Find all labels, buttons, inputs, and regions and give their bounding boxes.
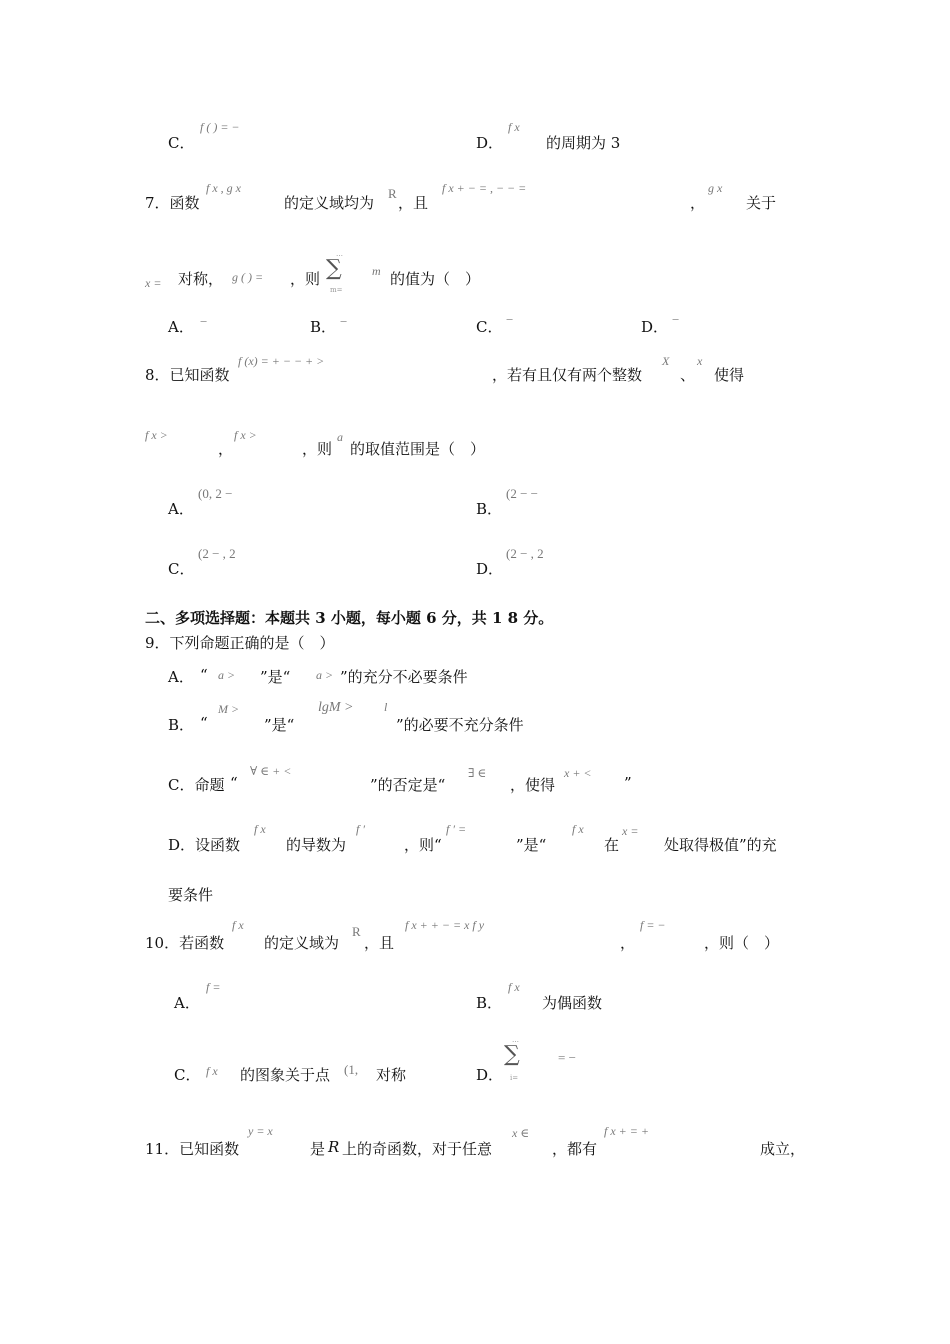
q8-option-d-label: D． (476, 560, 504, 578)
q8-math-6: a (337, 430, 343, 444)
section-2-heading: 二、多项选择题：本题共 3 小题，每小题 6 分，共 1 8 分。 (145, 609, 554, 627)
q11-math-2: x ∈ (512, 1126, 530, 1140)
q10-number: 10．若函数 (145, 934, 225, 952)
q7-option-b-value: − (340, 314, 348, 329)
q10-text-1: 的定义域为 (264, 934, 340, 952)
q10-option-c-text-2: 对称 (376, 1066, 407, 1084)
q7-math-4: x = (145, 276, 162, 290)
q9-d-math-1: f x (254, 822, 266, 836)
q9-c-math-2: ∃ ∈ (468, 766, 487, 780)
q11-math-3: f x + = + (604, 1124, 649, 1138)
q9-d-math-4: f x (572, 822, 584, 836)
q9-b-math-1: M > (218, 702, 240, 716)
q9-d-text-3: ”是“ (516, 836, 547, 854)
q10-sum-upper: … (512, 1036, 519, 1044)
option-c-label: C． (168, 134, 195, 152)
q7-option-b-label: B． (310, 318, 337, 336)
q7-math-5: g ( ) = (232, 270, 264, 284)
q7-option-a-label: A． (168, 318, 194, 336)
q9-c-math-3: x + < (564, 766, 592, 780)
q7-summation-symbol: ∑ (326, 256, 342, 281)
q9-c-text-1: ”的否定是“ (370, 776, 446, 794)
q10-math-2: f x + + − = x f y (405, 918, 485, 932)
q9-d-math-2: f ′ (356, 822, 365, 836)
q9-stem: 9．下列命题正确的是（ ） (145, 634, 335, 652)
q8-option-d-value: (2 − , 2 (506, 546, 544, 561)
q9-a-quote: “ (200, 666, 208, 684)
q11-text-4: 成立， (760, 1140, 806, 1158)
q7-real-set: R (388, 186, 397, 201)
q9-c-text-3: ” (624, 774, 632, 792)
q9-d-text-2: ，则“ (404, 836, 442, 854)
q7-text-5: 对称， (178, 270, 224, 288)
q9-d-text-4: 在 (604, 836, 620, 854)
q7-option-c-value: − (506, 312, 514, 327)
q8-text-5: ，则 (302, 440, 333, 458)
q8-option-a-value: (0, 2 − (198, 486, 233, 501)
q8-option-b-value: (2 − − (506, 486, 538, 501)
q9-b-text-1: ”是“ (264, 716, 295, 734)
q7-number: 7．函数 (145, 194, 200, 212)
q7-sum-lower: m= (330, 286, 343, 294)
q7-text-2: ，且 (398, 194, 429, 212)
q9-b-math-2b: l (384, 700, 388, 714)
q7-math-6: m (372, 264, 381, 278)
q9-d-math-3: f ′ = (446, 822, 467, 836)
q10-math-3: f = − (640, 918, 666, 932)
q8-math-1: f (x) = + − − + > (238, 354, 325, 368)
q10-option-d-label: D． (476, 1066, 504, 1084)
q10-option-b-math: f x (508, 980, 520, 994)
q9-a-math-1: a > (218, 668, 236, 682)
q10-option-d-math: = − (558, 1050, 576, 1065)
q10-option-c-label: C． (174, 1066, 201, 1084)
q10-text-2: ，且 (364, 934, 395, 952)
q10-text-3: ， (620, 934, 636, 952)
q8-text-6: 的取值范围是（ ） (350, 440, 486, 458)
q9-option-b-label: B． (168, 716, 195, 734)
q10-option-a-label: A． (174, 994, 200, 1012)
option-d-text: 的周期为 3 (546, 134, 621, 152)
q9-d-text-5: 处取得极值”的充 (664, 836, 777, 854)
q9-c-text-2: ，使得 (510, 776, 556, 794)
q9-b-quote: “ (200, 714, 208, 732)
q10-option-a-math: f = (206, 980, 221, 994)
q7-option-c-label: C． (476, 318, 503, 336)
q8-math-5: f x > (234, 428, 257, 442)
q7-option-d-value: − (672, 312, 680, 327)
q8-option-c-label: C． (168, 560, 195, 578)
q10-text-4: ，则（ ） (704, 934, 780, 952)
q7-option-a-value: − (200, 314, 208, 329)
q8-text-2: 、 (680, 366, 696, 384)
q7-math-3: g x (708, 181, 723, 195)
q11-text-3: ，都有 (552, 1140, 598, 1158)
option-d-label: D． (476, 134, 504, 152)
q10-sum-lower: i= (510, 1074, 519, 1082)
q11-real-set: R (328, 1138, 340, 1156)
q9-c-quote: “ (230, 774, 238, 792)
q9-c-math-1: ∀ ∈ + < (250, 764, 292, 778)
q10-option-b-label: B． (476, 994, 503, 1012)
q7-text-3: ， (690, 194, 706, 212)
q7-sum-upper: … (336, 250, 343, 258)
q8-option-c-value: (2 − , 2 (198, 546, 236, 561)
q11-number: 11．已知函数 (145, 1140, 240, 1158)
q7-text-4: 关于 (746, 194, 777, 212)
q9-d-text-1: 的导数为 (286, 836, 347, 854)
q8-option-a-label: A． (168, 500, 194, 518)
q7-text-7: 的值为（ ） (390, 270, 481, 288)
q10-math-1: f x (232, 918, 244, 932)
q9-a-text-2: ”的充分不必要条件 (340, 668, 468, 686)
q8-math-4: f x > (145, 428, 168, 442)
q7-option-d-label: D． (641, 318, 669, 336)
option-c-math: f ( ) = − (200, 120, 240, 134)
q9-option-a-label: A． (168, 668, 194, 686)
q7-math-2: f x + − = , − − = (442, 181, 527, 195)
q9-option-c-label: C．命题 (168, 776, 225, 794)
q7-math-1: f x , g x (206, 181, 241, 195)
q10-option-b-text: 为偶函数 (542, 994, 603, 1012)
q9-b-text-2: ”的必要不充分条件 (396, 716, 524, 734)
q8-text-4: ， (218, 440, 234, 458)
q10-option-c-point: (1, (344, 1062, 359, 1077)
q9-a-text-1: ”是“ (260, 668, 291, 686)
q8-text-3: 使得 (714, 366, 745, 384)
q7-text-6: ，则 (290, 270, 321, 288)
q9-d-math-5: x = (622, 824, 639, 838)
q11-text-1: 是 (310, 1140, 326, 1158)
q9-b-math-2: lgM > (318, 700, 354, 715)
q9-option-d-label: D．设函数 (168, 836, 241, 854)
q8-math-3: x (697, 354, 703, 368)
q10-option-c-math: f x (206, 1064, 218, 1078)
q8-math-2: X (662, 354, 670, 368)
q8-option-b-label: B． (476, 500, 503, 518)
q11-text-2: 上的奇函数，对于任意 (342, 1140, 493, 1158)
q10-option-c-text-1: 的图象关于点 (240, 1066, 331, 1084)
q8-number: 8．已知函数 (145, 366, 230, 384)
q10-summation-symbol: ∑ (504, 1042, 520, 1067)
q8-text-1: ，若有且仅有两个整数 (492, 366, 643, 384)
q11-math-1: y = x (248, 1124, 273, 1138)
q9-d-text-6: 要条件 (168, 886, 214, 904)
option-d-math: f x (508, 120, 520, 134)
q10-real-set: R (352, 924, 361, 939)
q7-text-1: 的定义域均为 (284, 194, 375, 212)
q9-a-math-2: a > (316, 668, 334, 682)
